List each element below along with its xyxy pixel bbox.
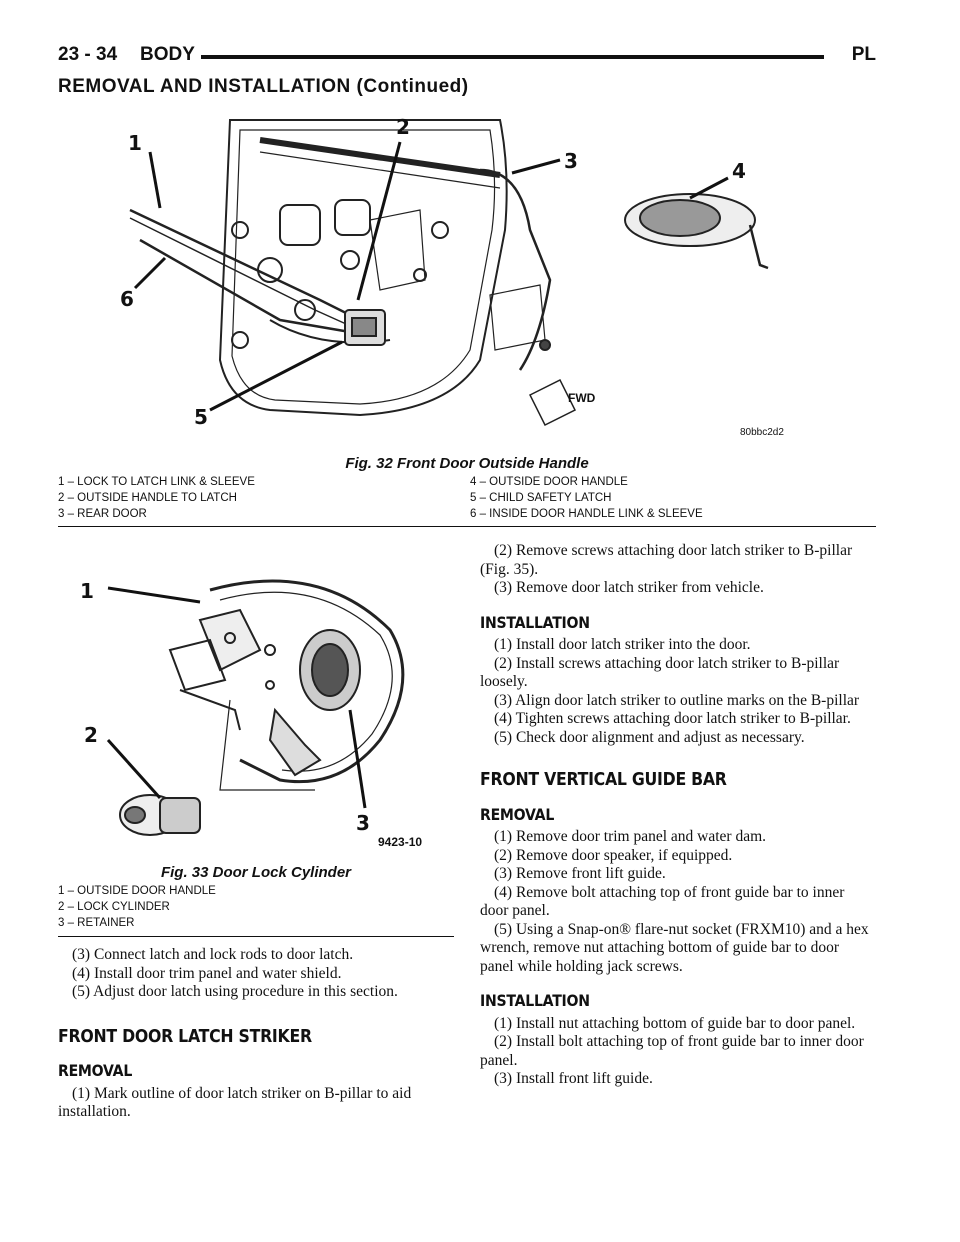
fig32-legend-right — [470, 474, 703, 522]
fig32-image-code: 80bbc2d2 — [740, 427, 784, 438]
step-text: (4) Install door trim panel and water shield. — [72, 964, 342, 982]
step-text: (3) Connect latch and lock rods to door latch. — [72, 946, 354, 963]
legend-item: 1 – OUTSIDE DOOR HANDLE — [58, 885, 216, 897]
legend-item: 3 – RETAINER — [58, 917, 135, 929]
fig33-image-code: 9423-10 — [378, 835, 423, 849]
legend-item: 5 – CHILD SAFETY LATCH — [470, 492, 612, 504]
left-column — [58, 946, 454, 1122]
page-number: 23 - 34 — [58, 44, 118, 65]
legend-item: 4 – OUTSIDE DOOR HANDLE — [470, 476, 628, 488]
right-column — [480, 542, 876, 1089]
section-title-guide-bar: FRONT VERTICAL GUIDE BAR — [480, 770, 727, 790]
step-text: (4) Remove bolt attaching top of front guide bar to inner door panel. — [480, 883, 845, 919]
fig33-callout-1: 1 — [80, 579, 94, 603]
figure-32-illustration — [120, 110, 820, 450]
legend-item: 6 – INSIDE DOOR HANDLE LINK & SLEEVE — [470, 508, 703, 520]
step-text: (2) Install bolt attaching top of front guide bar to inner door panel. — [480, 1033, 864, 1069]
fig33-callout-2: 2 — [84, 723, 98, 747]
step-text: (2) Remove screws attaching door latch striker to B-pillar (Fig. 35). — [480, 542, 853, 578]
fig32-callout-1: 1 — [128, 131, 142, 155]
fig32-callout-6: 6 — [120, 287, 134, 311]
fig33-legend — [58, 883, 216, 931]
section-name: BODY — [140, 44, 195, 65]
page-subheading: REMOVAL AND INSTALLATION (Continued) — [58, 76, 469, 97]
step-text: (1) Mark outline of door latch striker on B-pillar to aid installation. — [58, 1084, 412, 1120]
step-text: (2) Install screws attaching door latch striker to B-pillar loosely. — [480, 654, 840, 690]
page-header — [58, 44, 876, 74]
legend-item: 2 – OUTSIDE HANDLE TO LATCH — [58, 492, 237, 504]
step-text: (5) Using a Snap-on® flare-nut socket (FRXM10) and a hex wrench, remove nut attaching bottom of guide bar to door panel while holding jack screws. — [480, 920, 869, 975]
legend-item: 2 – LOCK CYLINDER — [58, 901, 170, 913]
step-text: (3) Remove door latch striker from vehicle. — [494, 579, 764, 596]
step-text: (4) Tighten screws attaching door latch striker to B-pillar. — [494, 710, 851, 727]
legend-item: 3 – REAR DOOR — [58, 508, 147, 520]
fig33-callout-3: 3 — [356, 811, 370, 835]
section-title-latch-striker: FRONT DOOR LATCH STRIKER — [58, 1026, 312, 1047]
installation-heading: INSTALLATION — [480, 612, 590, 632]
fig33-bottom-rule — [58, 936, 454, 937]
fig33-caption: Fig. 33 Door Lock Cylinder — [160, 864, 352, 881]
removal2-heading: REMOVAL — [480, 804, 555, 824]
figure-33-illustration — [60, 560, 452, 860]
step-text: (5) Check door alignment and adjust as necessary. — [494, 728, 805, 746]
legend-item: 1 – LOCK TO LATCH LINK & SLEEVE — [58, 476, 255, 488]
fig32-fwd-label: FWD — [568, 391, 596, 405]
fig32-legend-left — [58, 474, 255, 522]
model-code: PL — [851, 44, 876, 65]
step-text: (3) Align door latch striker to outline marks on the B-pillar — [494, 691, 860, 709]
fig32-callout-2: 2 — [396, 115, 410, 139]
step-text: (2) Remove door speaker, if equipped. — [494, 846, 733, 864]
fig32-callout-3: 3 — [564, 149, 578, 173]
fig32-callout-5: 5 — [194, 405, 208, 429]
fig32-caption: Fig. 32 Front Door Outside Handle — [345, 455, 589, 472]
header-rule — [201, 55, 824, 59]
step-text: (3) Remove front lift guide. — [494, 865, 666, 882]
step-text: (1) Remove door trim panel and water dam. — [494, 828, 767, 845]
step-text: (3) Install front lift guide. — [494, 1070, 653, 1087]
step-text: (1) Install nut attaching bottom of guide bar to door panel. — [494, 1014, 856, 1032]
fig32-callout-4: 4 — [732, 159, 746, 183]
installation2-heading: INSTALLATION — [480, 991, 590, 1010]
step-text: (1) Install door latch striker into the door. — [494, 636, 751, 653]
fig32-bottom-rule — [58, 526, 876, 527]
removal-heading: REMOVAL — [58, 1061, 133, 1080]
step-text: (5) Adjust door latch using procedure in this section. — [72, 983, 398, 1000]
